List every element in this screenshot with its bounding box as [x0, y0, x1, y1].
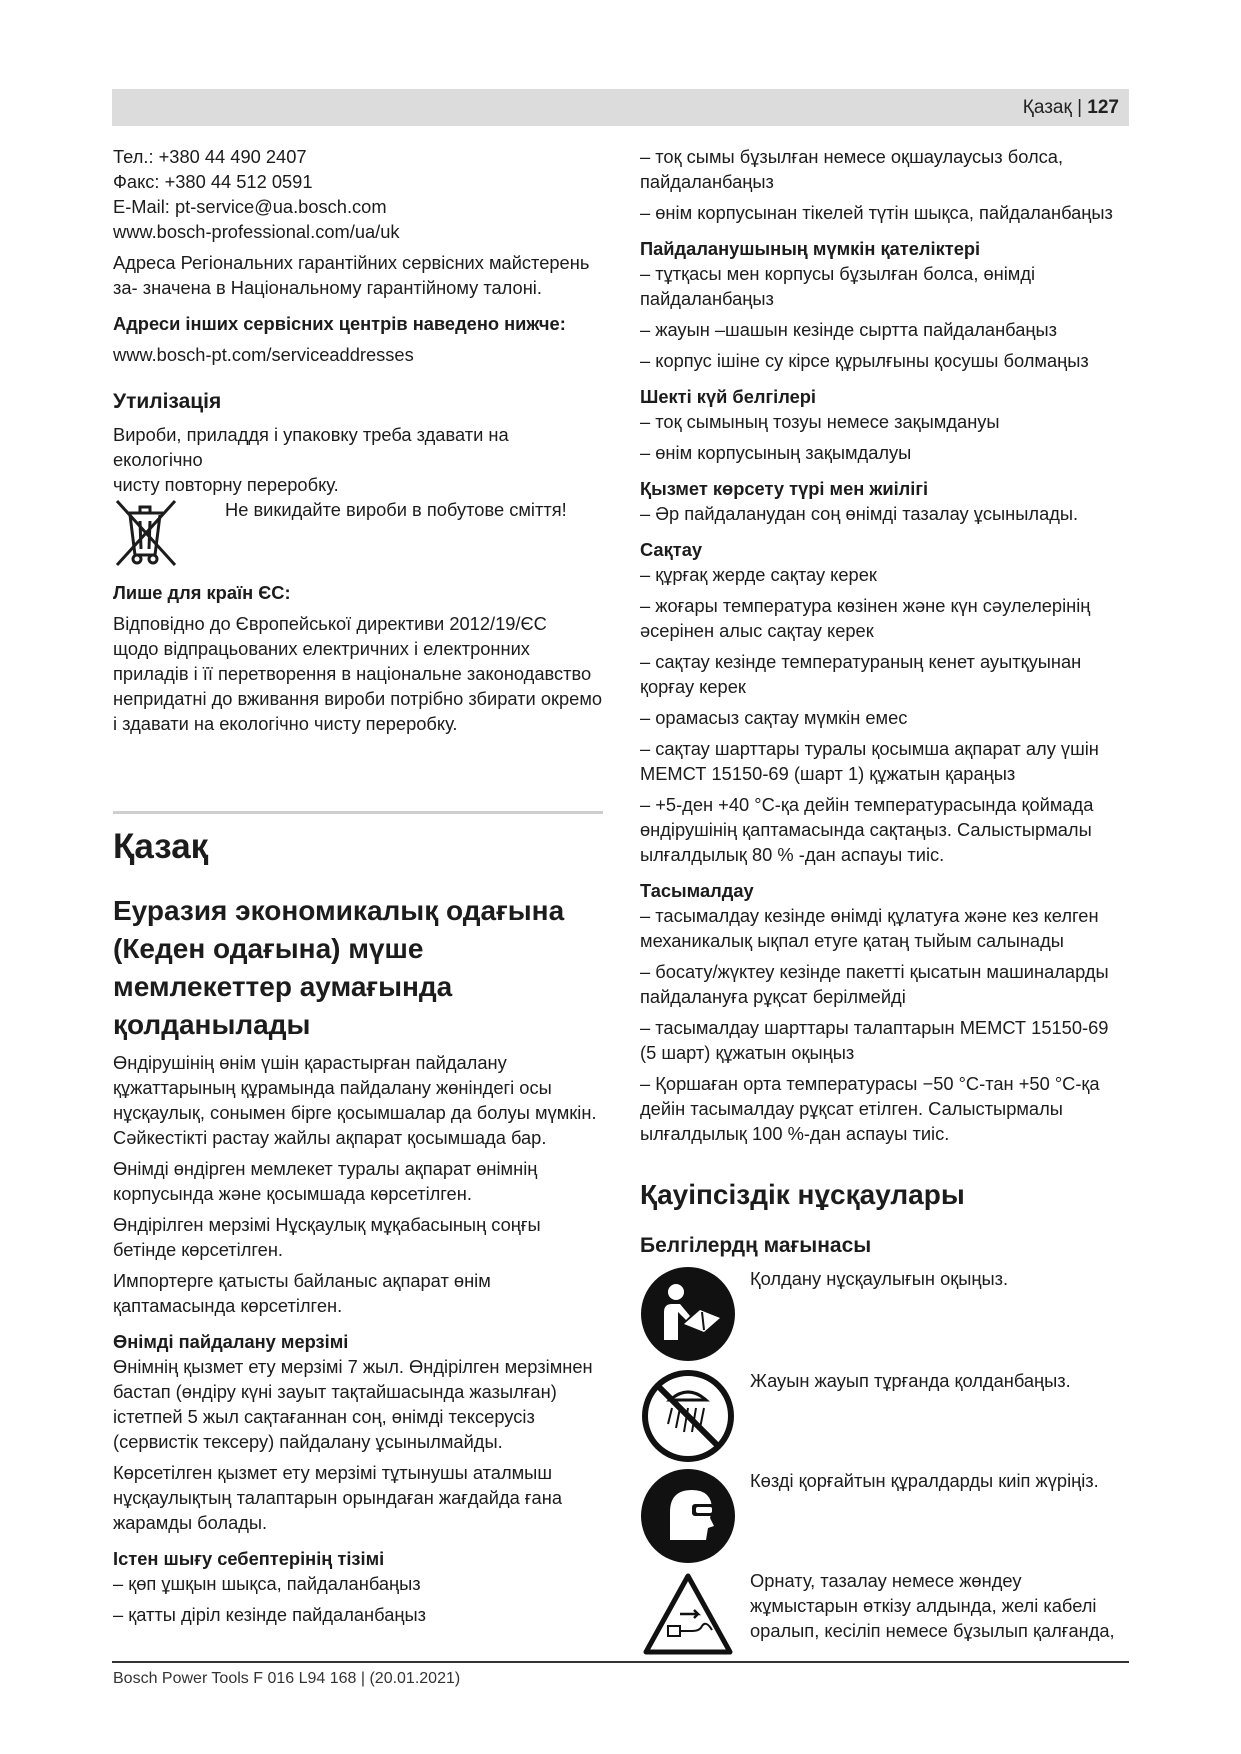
text-line: жұмыстарын өткізу алдында, желі кабелі — [750, 1595, 1097, 1616]
title-line: қолданылады — [113, 1009, 311, 1040]
text-line: – тұтқасы мен корпусы бұзылған болса, өнімді — [640, 263, 1036, 284]
list-item — [640, 1015, 1132, 1065]
other-centers-url: www.bosch-pt.com/serviceaddresses — [113, 344, 414, 365]
symbol-row — [640, 1266, 1132, 1362]
text-line: корпусында және қосымшада көрсетілген. — [113, 1183, 472, 1204]
intro-paragraph-2 — [113, 1156, 603, 1206]
text-line: – тасымалдау шарттары талаптарын МЕМСТ 15150-69 — [640, 1017, 1109, 1038]
list-item — [640, 959, 1132, 1009]
safety-title: Қауіпсіздік нұсқаулары — [640, 1179, 965, 1210]
list-item — [640, 903, 1132, 953]
read-manual-icon — [640, 1266, 736, 1362]
text-line: бастап (өндіру күні зауыт тақтайшасында жазылған) — [113, 1381, 557, 1402]
unplug-warning-icon — [640, 1568, 736, 1664]
text-line: бетінде көрсетілген. — [113, 1239, 284, 1260]
list-item: – құрғақ жерде сақтау керек — [640, 564, 877, 585]
regional-text — [113, 250, 603, 300]
text-line: і здавати на екологічно чисту переробку. — [113, 713, 458, 734]
eu-heading: Лише для країн ЄС: — [113, 582, 291, 603]
header-text — [1023, 97, 1119, 119]
right-column — [640, 144, 1132, 1664]
text-line: Вироби, приладдя і упаковку треба здавати на екологічно — [113, 424, 509, 470]
other-centers-heading: Адреси інших сервісних центрів наведено нижче: — [113, 313, 566, 334]
text-line: Өндірілген мерзімі Нұсқаулық мұқабасының соңғы — [113, 1214, 541, 1235]
text-line: істетпей 5 жыл сақтағаннан соң, өнімді тексерусіз — [113, 1406, 535, 1427]
list-item — [640, 1071, 1132, 1146]
no-rain-icon — [640, 1368, 736, 1464]
crossed-bin-icon — [113, 497, 179, 569]
text-line: әсерінен алыс сақтау керек — [640, 620, 874, 641]
list-item — [640, 261, 1132, 311]
user-errors-heading: Пайдаланушының мүмкін қателіктері — [640, 238, 981, 259]
text-line: пайдалануға рұқсат берілмейді — [640, 986, 906, 1007]
text-line: щодо відпрацьованих електричних і електронних — [113, 638, 530, 659]
text-line: – Қоршаған орта температурасы −50 °C-тан +50 °C-қа — [640, 1073, 1100, 1094]
symbol-row — [640, 1568, 1132, 1664]
header-separator: | — [1071, 97, 1088, 118]
text-line: Көзді қорғайтын құралдарды киіп жүріңіз. — [750, 1470, 1099, 1491]
title-line: мемлекеттер аумағында — [113, 971, 453, 1002]
text-line: Сәйкестікті растау жайлы ақпарат қосымшада бар. — [113, 1127, 547, 1148]
text-line: өндірушінің қаптамасында сақтаңыз. Салыстырмалы — [640, 819, 1092, 840]
website-line: www.bosch-professional.com/ua/uk — [113, 221, 400, 242]
text-line: пайдаланбаңыз — [640, 288, 774, 309]
text-line: чисту повторну переробку. — [113, 474, 339, 495]
text-line: нұсқаулық, сонымен бірге қосымшалар да болуы мүмкін. — [113, 1102, 597, 1123]
list-item — [640, 792, 1132, 867]
text-line: за- значена в Національному гарантійному талоні. — [113, 277, 542, 298]
text-line: – тасымалдау кезінде өнімді құлатуға және кез келген — [640, 905, 1099, 926]
text-line: пайдаланбаңыз — [640, 171, 774, 192]
text-line: – сақтау кезінде температураның кенет ауытқуынан — [640, 651, 1082, 672]
text-line: Өнімнің қызмет ету мерзімі 7 жыл. Өндірілген мерзімнен — [113, 1356, 593, 1377]
list-item — [640, 593, 1132, 643]
service-life-heading: Өнімді пайдалану мерзімі — [113, 1331, 349, 1352]
symbol-row — [640, 1468, 1132, 1564]
intro-paragraph-3 — [113, 1212, 603, 1262]
maintenance-text: – Әр пайдаланудан соң өнімді тазалау ұсынылады. — [640, 503, 1079, 524]
failure-item: – қөп ұшқын шықса, пайдаланбаңыз — [113, 1573, 421, 1594]
page-header — [112, 89, 1129, 126]
text-line: – тоқ сымы бұзылған немесе оқшаулаусыз болса, — [640, 146, 1064, 167]
maintenance-heading: Қызмет көрсету түрі мен жиілігі — [640, 478, 929, 499]
intro-paragraph-1 — [113, 1050, 603, 1150]
list-item — [640, 736, 1132, 786]
text-line: Қолдану нұсқаулығын оқыңыз. — [750, 1268, 1009, 1289]
text-line: Орнату, тазалау немесе жөндеу — [750, 1570, 1022, 1591]
eu-text — [113, 611, 603, 736]
service-life-paragraph-2 — [113, 1460, 603, 1535]
left-column — [113, 144, 603, 1627]
symbols-heading: Белгілердң мағынасы — [640, 1234, 872, 1257]
text-line: приладів і її перетворення в національне законодавство — [113, 663, 592, 684]
list-item: – орамасыз сақтау мүмкін емес — [640, 707, 908, 728]
text-line: жарамды болады. — [113, 1512, 268, 1533]
footer-text: Bosch Power Tools F 016 L94 168 | (20.01.2021) — [113, 1670, 461, 1687]
text-line: Өнімді өндірген мемлекет туралы ақпарат өнімнің — [113, 1158, 538, 1179]
utilization-text — [113, 422, 603, 497]
no-household-waste-text: Не викидайте вироби в побутове сміття! — [225, 499, 567, 520]
footer-divider — [112, 1661, 1129, 1663]
eye-protection-icon — [640, 1468, 736, 1564]
text-line: Өндірушінің өнім үшін қарастырған пайдалану — [113, 1052, 507, 1073]
language-title: Қазақ — [113, 827, 209, 866]
text-line: механикалық ықпал етуге қатаң тыйым салынады — [640, 930, 1064, 951]
text-line: непридатні до вживання вироби потрібно збирати окремо — [113, 688, 603, 709]
text-line: Відповідно до Європейської директиви 2012/19/ЄС — [113, 613, 547, 634]
symbol-text — [750, 1468, 1099, 1493]
text-line: нұсқаулықтың талаптарын орындаған жағдайда ғана — [113, 1487, 562, 1508]
text-line: (5 шарт) құжатын оқыңыз — [640, 1042, 855, 1063]
text-line: – +5-ден +40 °C-қа дейін температурасында қоймада — [640, 794, 1094, 815]
list-item: – корпус ішіне су кірсе құрылғыны қосушы болмаңыз — [640, 350, 1089, 371]
text-line: Көрсетілген қызмет ету мерзімі тұтынушы аталмыш — [113, 1462, 552, 1483]
eaeu-title — [113, 892, 603, 1044]
utilization-heading: Утилізація — [113, 390, 222, 413]
title-line: (Кеден одағына) мүше — [113, 933, 424, 964]
text-line: – жоғары температура көзінен және күн сәулелерінің — [640, 595, 1091, 616]
symbol-text — [750, 1266, 1008, 1291]
text-line: қаптамасында көрсетілген. — [113, 1295, 343, 1316]
text-line: Импортерге қатысты байланыс ақпарат өнім — [113, 1270, 491, 1291]
disposal-row — [113, 497, 603, 569]
text-line: ылғалдылық 100 %-дан аспауы тиіс. — [640, 1123, 950, 1144]
text-line: – сақтау шарттары туралы қосымша ақпарат алу үшін — [640, 738, 1099, 759]
text-line: дейін тасымалдау рұқсат етілген. Салыстырмалы — [640, 1098, 1063, 1119]
symbol-text — [750, 1368, 1071, 1393]
email-line: E-Mail: pt-service@ua.bosch.com — [113, 196, 387, 217]
header-language: Қазақ — [1022, 97, 1072, 118]
text-line: (сервистік тексеру) пайдалану ұсынылмайды. — [113, 1431, 503, 1452]
contact-lines — [113, 144, 603, 244]
service-life-paragraph-1 — [113, 1354, 603, 1454]
text-line: оралып, кесіліп немесе бұзылып қалғанда, — [750, 1620, 1115, 1641]
list-item — [640, 649, 1132, 699]
transport-heading: Тасымалдау — [640, 880, 754, 901]
phone-line: Тел.: +380 44 490 2407 — [113, 146, 307, 167]
text-line: ылғалдылық 80 % -дан аспауы тиіс. — [640, 844, 945, 865]
list-item: – өнім корпусының зақымдалуы — [640, 442, 912, 463]
storage-heading: Сақтау — [640, 539, 703, 560]
text-line: қорғау керек — [640, 676, 746, 697]
fax-line: Факс: +380 44 512 0591 — [113, 171, 313, 192]
text-line: МЕМСТ 15150-69 (шарт 1) құжатын қараңыз — [640, 763, 1016, 784]
list-item: – тоқ сымының тозуы немесе зақымдануы — [640, 411, 1000, 432]
text-line: құжаттарының құрамында пайдалану жөніндегі осы — [113, 1077, 552, 1098]
list-item — [640, 144, 1132, 194]
list-item: – өнім корпусынан тікелей түтін шықса, пайдаланбаңыз — [640, 202, 1113, 223]
symbol-text — [750, 1568, 1115, 1643]
failure-item: – қатты діріл кезінде пайдаланбаңыз — [113, 1604, 426, 1625]
list-item: – жауын –шашын кезінде сыртта пайдаланбаңыз — [640, 319, 1058, 340]
intro-paragraph-4 — [113, 1268, 603, 1318]
text-line: Адреса Регіональних гарантійних сервісних майстерень — [113, 252, 590, 273]
symbol-row — [640, 1368, 1132, 1464]
text-line: Жауын жауып тұрғанда қолданбаңыз. — [750, 1370, 1071, 1391]
text-line: – босату/жүктеу кезінде пакетті қысатын машиналарды — [640, 961, 1109, 982]
limit-state-heading: Шекті күй белгілері — [640, 386, 816, 407]
failure-heading: Істен шығу себептерінің тізімі — [113, 1548, 385, 1569]
title-line: Еуразия экономикалық одағына — [113, 895, 565, 926]
page-number: 127 — [1087, 97, 1119, 118]
